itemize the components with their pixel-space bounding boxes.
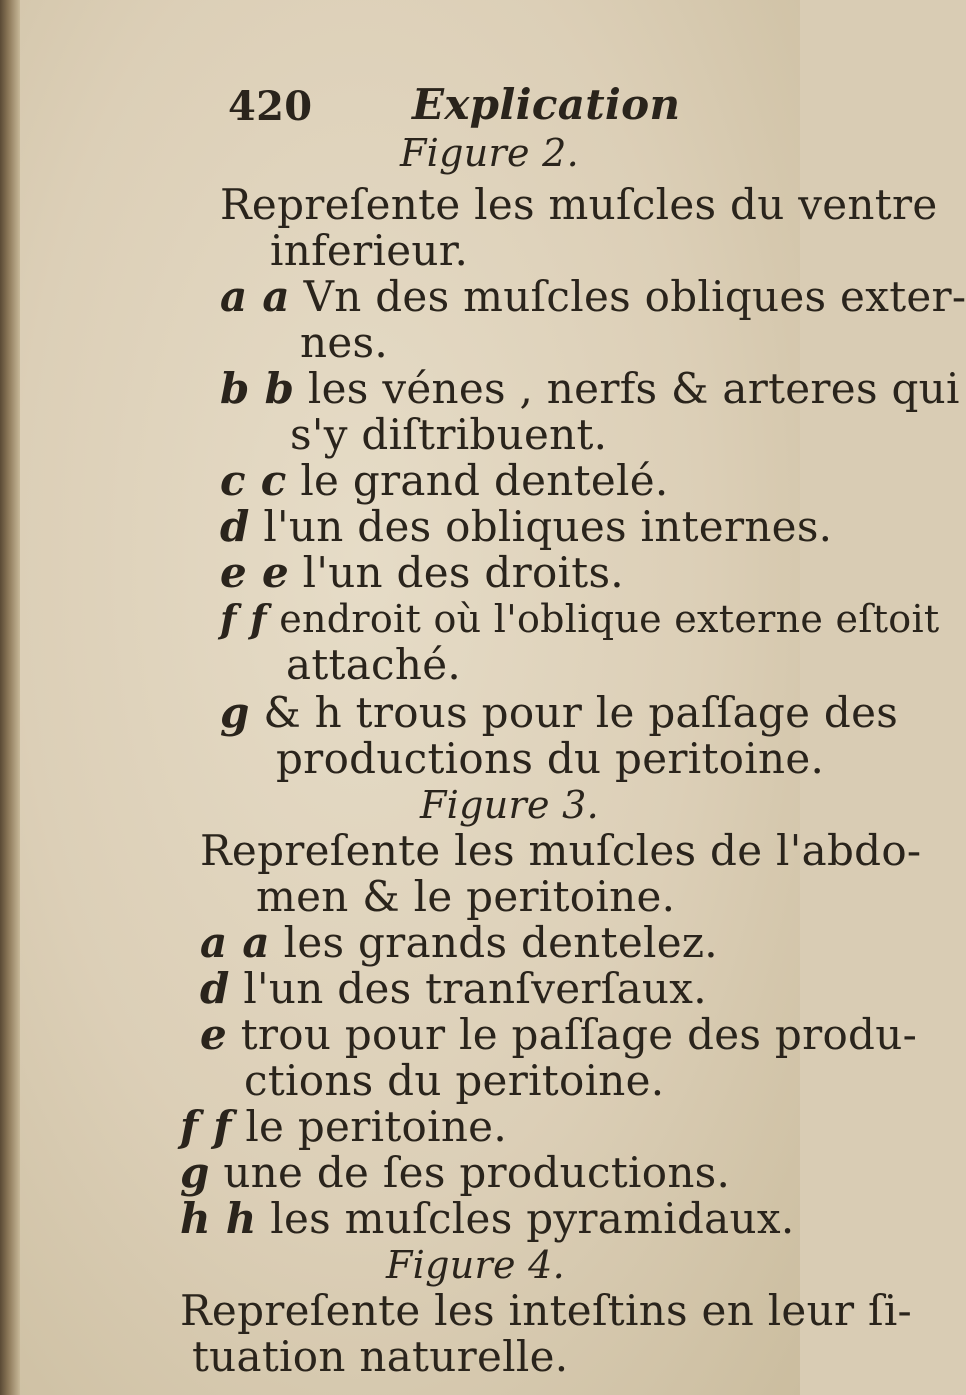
legend-text: les vénes , nerfs & arteres qui — [307, 364, 960, 413]
text-line: tuation naturelle. — [192, 1332, 569, 1381]
text-line — [220, 548, 624, 598]
legend-text: les muſcles pyramidaux. — [270, 1194, 795, 1243]
text-line: productions du peritoine. — [276, 734, 825, 783]
text-line — [220, 456, 669, 506]
text-line: Repreſente les muſcles de l'abdo- — [200, 826, 922, 875]
text-line: s'y diſtribuent. — [290, 410, 608, 459]
legend-marker: g — [180, 1148, 210, 1197]
legend-marker: a a — [200, 918, 270, 967]
legend-marker: f f — [180, 1102, 232, 1151]
legend-text: endroit où l'oblique externe eſtoit — [279, 597, 940, 641]
figure-2-heading: Figure 2. — [400, 131, 580, 175]
legend-text: trou pour le paſſage des produ- — [240, 1010, 918, 1059]
legend-text: Vn des muſcles obliques exter- — [303, 272, 966, 321]
figure-3-heading: Figure 3. — [420, 783, 600, 827]
text-line: Repreſente les inteſtins en leur ſi- — [180, 1286, 913, 1335]
text-line — [220, 272, 966, 322]
text-line — [200, 1010, 917, 1060]
legend-text: l'un des tranſverſaux. — [243, 964, 707, 1013]
legend-text: le grand dentelé. — [300, 456, 669, 505]
text-line: Repreſente les muſcles du ventre — [220, 180, 938, 229]
legend-marker: g — [220, 688, 250, 737]
text-line — [220, 688, 898, 738]
text-line: attaché. — [286, 640, 462, 689]
text-line — [180, 1102, 507, 1152]
legend-marker: e e — [220, 548, 289, 597]
page-binding-edge — [0, 0, 20, 1395]
legend-text: le peritoine. — [245, 1102, 507, 1151]
text-line — [180, 1148, 730, 1198]
legend-text: les grands dentelez. — [283, 918, 718, 967]
text-line — [220, 502, 832, 552]
text-line — [220, 364, 960, 414]
text-line — [220, 594, 939, 644]
running-title: Explication — [412, 80, 681, 129]
page-number: 420 — [228, 83, 313, 130]
text-line: inferieur. — [270, 226, 469, 275]
text-line: ctions du peritoine. — [244, 1056, 665, 1105]
legend-text: l'un des obliques internes. — [263, 502, 833, 551]
text-line — [180, 1194, 795, 1244]
text-line — [200, 918, 718, 968]
legend-text: une de ſes productions. — [223, 1148, 731, 1197]
figure-4-heading: Figure 4. — [386, 1243, 566, 1287]
legend-marker: f f — [220, 596, 267, 641]
legend-marker: a a — [220, 272, 290, 321]
legend-marker: b b — [220, 364, 295, 413]
text-line: men & le peritoine. — [256, 872, 676, 921]
text-line — [200, 964, 707, 1014]
text-line: nes. — [300, 318, 389, 367]
legend-marker: c c — [220, 456, 287, 505]
legend-marker: d — [200, 964, 230, 1013]
legend-text: & h trous pour le paſſage des — [263, 688, 899, 737]
legend-text: l'un des droits. — [302, 548, 624, 597]
legend-marker: h h — [180, 1194, 257, 1243]
legend-marker: e — [200, 1010, 228, 1059]
legend-marker: d — [220, 502, 250, 551]
